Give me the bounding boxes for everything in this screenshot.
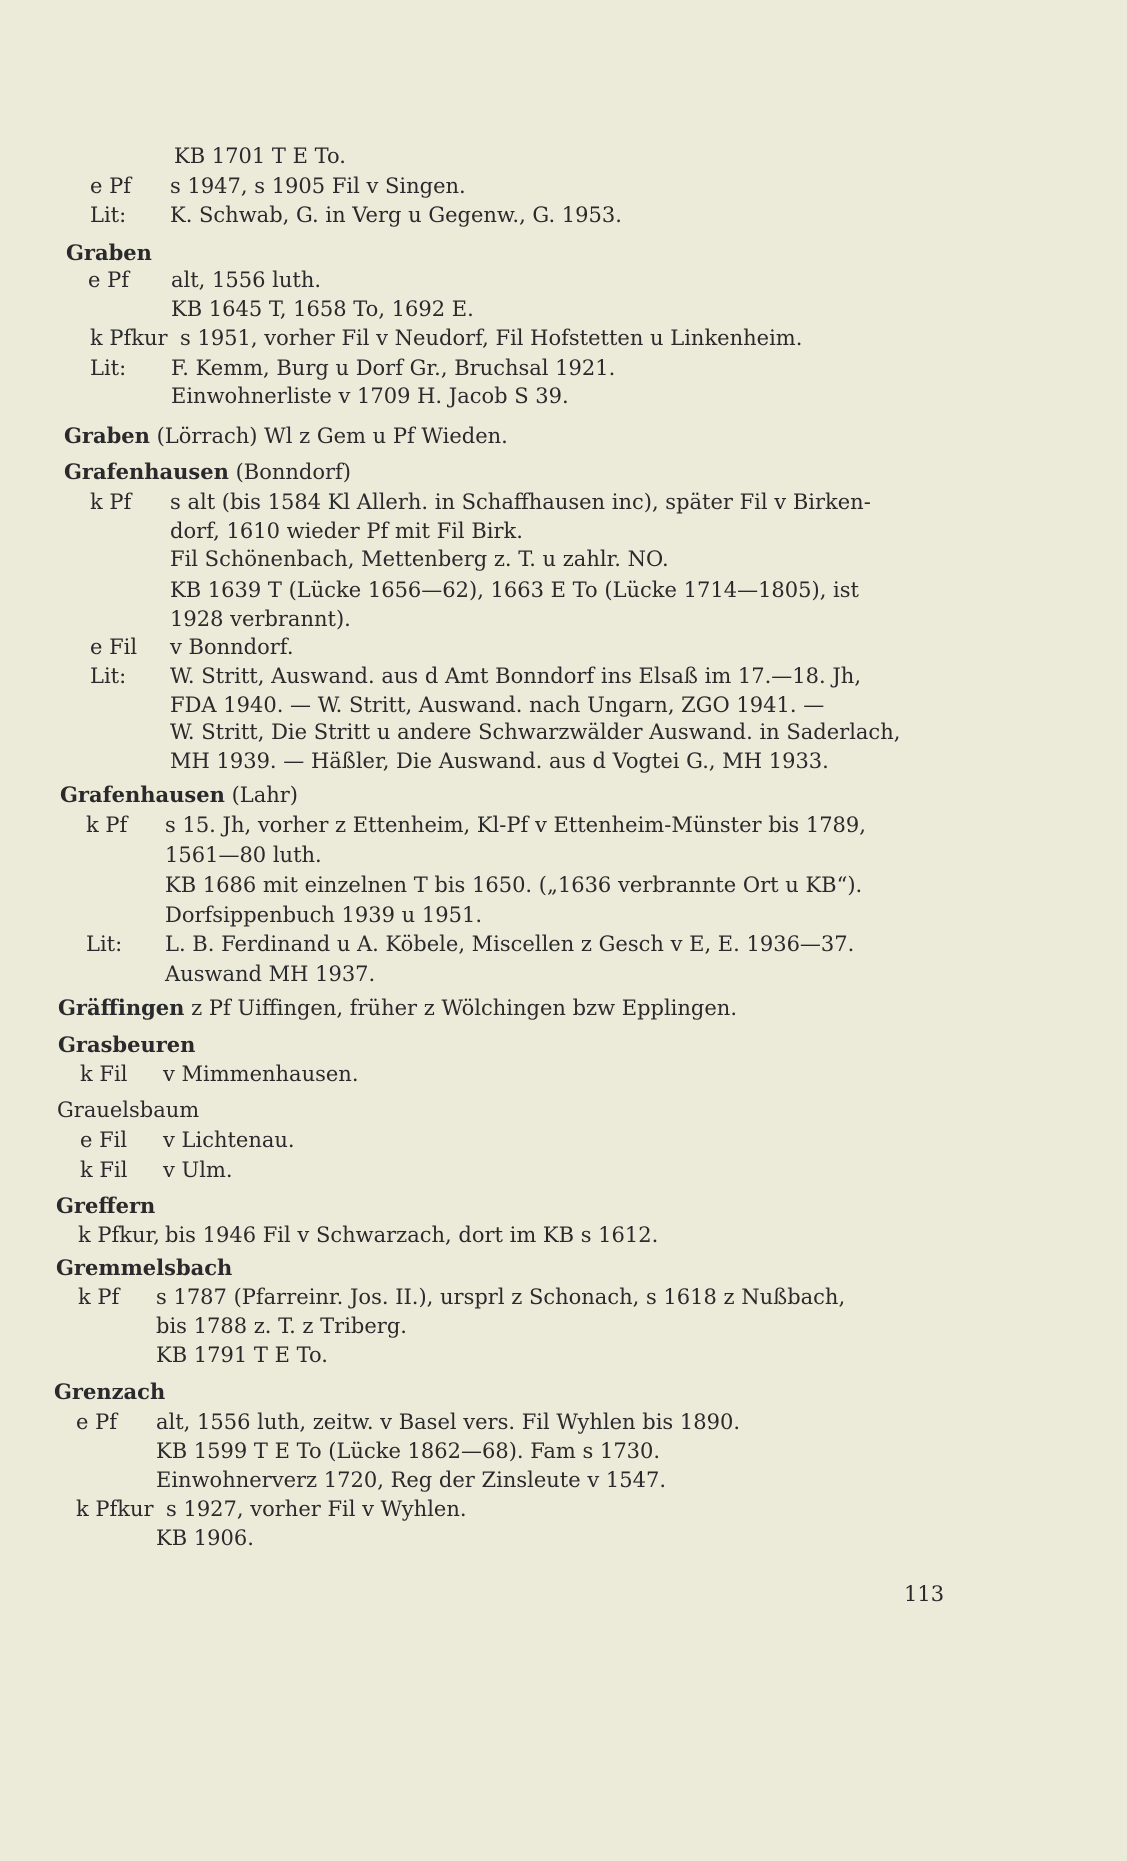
place-heading-rest: (Bonndorf): [235, 460, 351, 484]
entry-text: Auswand MH 1937.: [165, 962, 376, 986]
entry-text: MH 1939. — Häßler, Die Auswand. aus d Vogtei G., MH 1933.: [170, 749, 829, 773]
entry-label: Lit:: [90, 203, 127, 227]
entry-text: KB 1906.: [156, 1526, 254, 1550]
entry-text: alt, 1556 luth.: [171, 268, 322, 292]
place-heading-rest: (Lahr): [231, 783, 298, 807]
entry-label: e Fil: [90, 635, 138, 659]
place-heading-line: [58, 993, 737, 1023]
entry-label: k Fil: [80, 1062, 128, 1086]
place-heading-line: [60, 780, 298, 810]
place-heading: Graben: [64, 423, 150, 448]
place-heading: Gremmelsbach: [56, 1255, 233, 1280]
entry-label: k Pf: [78, 1285, 120, 1309]
entry-text: s 1787 (Pfarreinr. Jos. II.), ursprl z Schonach, s 1618 z Nußbach,: [156, 1285, 846, 1309]
entry-text: W. Stritt, Die Stritt u andere Schwarzwälder Auswand. in Saderlach,: [170, 720, 901, 744]
entry-label: k Pfkur: [90, 326, 168, 350]
place-heading-rest: z Pf Uiffingen, früher z Wölchingen bzw Epplingen.: [191, 996, 737, 1020]
entry-label: Lit:: [90, 356, 127, 380]
place-heading: Grauelsbaum: [57, 1098, 200, 1122]
entry-text: FDA 1940. — W. Stritt, Auswand. nach Ungarn, ZGO 1941. —: [170, 693, 825, 717]
place-heading: Grafenhausen: [64, 459, 229, 484]
place-heading: Grafenhausen: [60, 782, 225, 807]
page-number: 113: [904, 1582, 945, 1606]
entry-text: KB 1686 mit einzelnen T bis 1650. („1636 verbrannte Ort u KB“).: [165, 873, 863, 897]
entry-label: e Pf: [76, 1410, 118, 1434]
entry-text: Dorfsippenbuch 1939 u 1951.: [165, 903, 482, 927]
entry-label: k Pfkur: [76, 1497, 154, 1521]
entry-text: KB 1645 T, 1658 To, 1692 E.: [171, 297, 474, 321]
entry-text: K. Schwab, G. in Verg u Gegenw., G. 1953.: [170, 203, 622, 227]
entry-label: Lit:: [90, 664, 127, 688]
place-heading: Greffern: [56, 1193, 156, 1218]
entry-text: Einwohnerverz 1720, Reg der Zinsleute v 1547.: [156, 1468, 666, 1492]
entry-label: k Pfkur,: [78, 1223, 160, 1247]
entry-text: dorf, 1610 wieder Pf mit Fil Birk.: [170, 519, 523, 543]
place-heading: Graben: [66, 240, 152, 265]
entry-text: v Ulm.: [163, 1158, 233, 1182]
entry-text: L. B. Ferdinand u A. Köbele, Miscellen z Gesch v E, E. 1936—37.: [165, 932, 855, 956]
place-heading: Grasbeuren: [58, 1032, 196, 1057]
entry-text: Einwohnerliste v 1709 H. Jacob S 39.: [171, 384, 569, 408]
entry-text: KB 1599 T E To (Lücke 1862—68). Fam s 1730.: [156, 1439, 661, 1463]
entry-label: Lit:: [86, 932, 123, 956]
entry-text: 1928 verbrannt).: [170, 607, 351, 631]
entry-text: W. Stritt, Auswand. aus d Amt Bonndorf ins Elsaß im 17.—18. Jh,: [170, 664, 861, 688]
entry-label: k Pf: [90, 490, 132, 514]
entry-text: KB 1701 T E To.: [174, 144, 346, 168]
entry-text: 1561—80 luth.: [165, 843, 322, 867]
entry-text: s 1927, vorher Fil v Wyhlen.: [166, 1497, 467, 1521]
entry-text: v Lichtenau.: [163, 1128, 295, 1152]
entry-label: e Pf: [90, 174, 132, 198]
entry-text: bis 1946 Fil v Schwarzach, dort im KB s 1612.: [165, 1223, 659, 1247]
entry-label: k Fil: [80, 1158, 128, 1182]
entry-text: s 1951, vorher Fil v Neudorf, Fil Hofstetten u Linkenheim.: [180, 326, 803, 350]
entry-text: v Mimmenhausen.: [163, 1062, 359, 1086]
entry-text: KB 1639 T (Lücke 1656—62), 1663 E To (Lücke 1714—1805), ist: [170, 578, 859, 602]
entry-text: s 1947, s 1905 Fil v Singen.: [170, 174, 466, 198]
entry-text: s alt (bis 1584 Kl Allerh. in Schaffhausen inc), später Fil v Birken-: [170, 490, 871, 514]
entry-text: KB 1791 T E To.: [156, 1343, 328, 1367]
entry-label: e Pf: [88, 268, 130, 292]
entry-text: alt, 1556 luth, zeitw. v Basel vers. Fil Wyhlen bis 1890.: [156, 1410, 740, 1434]
entry-label: k Pf: [86, 813, 128, 837]
place-heading-line: [64, 457, 351, 487]
entry-label: e Fil: [80, 1128, 128, 1152]
place-heading: Gräffingen: [58, 995, 185, 1020]
place-heading: Grenzach: [54, 1379, 166, 1404]
entry-text: Fil Schönenbach, Mettenberg z. T. u zahlr. NO.: [170, 547, 669, 571]
entry-text: F. Kemm, Burg u Dorf Gr., Bruchsal 1921.: [171, 356, 616, 380]
entry-text: bis 1788 z. T. z Triberg.: [156, 1314, 407, 1338]
place-heading-line: [64, 421, 508, 451]
entry-text: s 15. Jh, vorher z Ettenheim, Kl-Pf v Ettenheim-Münster bis 1789,: [165, 813, 866, 837]
place-heading-rest: (Lörrach) Wl z Gem u Pf Wieden.: [156, 424, 508, 448]
entry-text: v Bonndorf.: [170, 635, 294, 659]
